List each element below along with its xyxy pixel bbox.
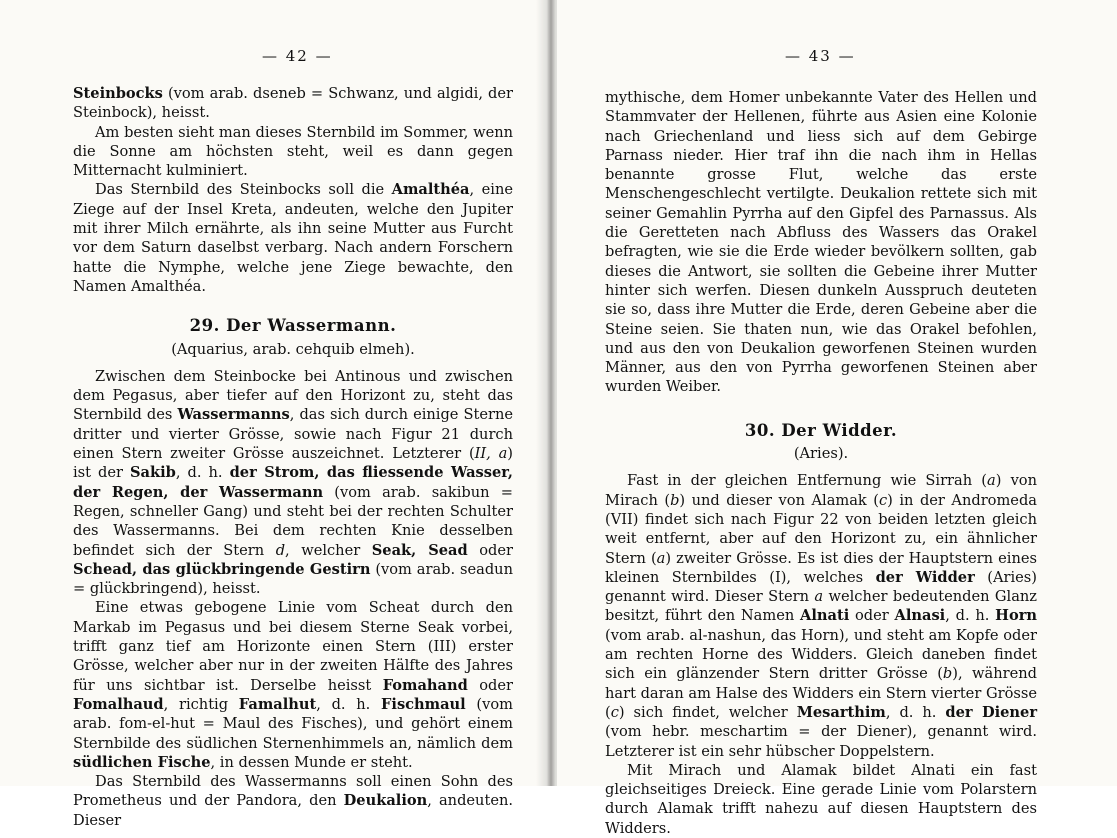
text-run: (vom arab. al-nashun, das Horn), und steht am Kopfe oder am rechten Horne des Widders. Gleich daneben findet sich ein glänzender Stern dritter Grösse (	[605, 626, 1037, 683]
bold-term: Fomahand	[382, 676, 468, 694]
bold-term: Deukalion	[343, 792, 428, 810]
bold-term: Wassermanns	[177, 406, 290, 424]
bold-term: Seak, Sead	[371, 541, 468, 559]
bold-term: der Strom, das fliessende Wasser, der Regen, der Wassermann	[73, 464, 513, 501]
paragraph	[73, 84, 513, 123]
bold-term: Horn	[995, 607, 1037, 625]
text-run: Mit Mirach und Alamak bildet Alnati ein fast gleichseitiges Dreieck. Eine gerade Linie vom Polarstern durch Alamak trifft nahezu auf diesen Hauptstern des Widders.	[605, 761, 1037, 837]
text-run: ) ist der	[73, 445, 513, 482]
text-run: c	[610, 703, 619, 721]
section-heading: 29. Der Wassermann.	[189, 316, 397, 336]
bold-term: Steinbocks	[73, 85, 163, 102]
right-page	[557, 0, 1117, 837]
bold-term: Schead, das glückbringende Gestirn	[73, 560, 371, 578]
text-run: , d. h.	[945, 607, 996, 625]
text-run: a	[814, 588, 824, 606]
text-run: a	[656, 549, 666, 567]
bold-term: der Diener	[945, 703, 1038, 721]
text-run: ) zweiter Grösse. Es ist dies der Hauptstern eines kleinen Sternbildes (I), welches	[605, 549, 1037, 586]
paragraph	[73, 123, 513, 181]
text-run: Das Sternbild des Steinbocks soll die	[95, 181, 392, 199]
text-run: (vom hebr. meschartim = der Diener), genannt wird. Letzterer ist ein sehr hübscher Doppelstern.	[605, 723, 1037, 760]
text-run: Eine etwas gebogene Linie vom Scheat durch den Markab im Pegasus und bei diesem Sterne Seak vorbei, trifft ganz tief am Horizonte einen Stern (III) erster Grösse, welcher aber nur in der zweiten Hälfte des Jahres für uns sichtbar ist. Derselbe heisst	[73, 599, 513, 694]
paragraph	[73, 772, 513, 830]
text-run: Das Sternbild des Wassermanns soll einen Sohn des Prometheus und der Pandora, den	[73, 773, 513, 810]
text-run: welcher bedeutenden Glanz besitzt, führt den Namen	[605, 588, 1037, 625]
bold-term: Mesarthim	[796, 703, 886, 721]
text-run: , das sich durch einige Sterne dritter und vierter Grösse, sowie nach Figur 21 durch einen Stern zweiter Grösse auszeichnet. Letzterer (	[73, 406, 513, 463]
text-run: (Aries) genannt wird. Dieser Stern	[605, 568, 1037, 606]
text-run: b	[942, 665, 953, 683]
section-heading: 30. Der Widder.	[744, 420, 898, 440]
paragraph	[73, 367, 513, 599]
text-run: c	[878, 491, 888, 509]
text-run: , andeuten. Dieser	[73, 792, 513, 829]
text-run: ) sich findet, welcher	[618, 703, 797, 721]
text-run: b	[670, 491, 680, 509]
bold-term: Amalthéa	[391, 181, 470, 199]
text-run: ) in der Andromeda (VII) findet sich nach Figur 22 von beiden letzten gleich weit entfernt, aber auf den Horizont zu, ein ähnlicher Stern (	[605, 491, 1037, 567]
page-number-left: — 42 —	[262, 47, 333, 65]
text-run: , d. h.	[175, 464, 230, 482]
text-run: , in dessen Munde er steht.	[210, 753, 413, 771]
text-run: Fast in der gleichen Entfernung wie Sirrah (	[627, 472, 987, 490]
paragraph	[605, 471, 1037, 760]
bold-term: Sakib	[130, 464, 176, 482]
bold-term: Alnasi	[894, 607, 946, 625]
text-run: (vom arab. fom-el-hut = Maul des Fisches), und gehört einem Sternbilde des südlichen Sternenhimmels an, nämlich dem	[73, 695, 513, 752]
text-run: (vom arab. dseneb = Schwanz, und algidi, der Steinbock), heisst.	[73, 85, 513, 122]
paragraph	[605, 761, 1037, 838]
text-run: (vom arab. seadun = glückbringend), heisst.	[73, 560, 513, 598]
text-run: , d. h.	[316, 695, 382, 713]
text-run: d	[275, 541, 286, 559]
text-run: , richtig	[163, 695, 239, 713]
text-run: , d. h.	[885, 703, 946, 721]
text-run: mythische, dem Homer unbekannte Vater des Hellen und Stammvater der Hellenen, führte aus Asien eine Kolonie nach Griechenland und liess sich auf dem Gebirge Parnass nieder. Hier traf ihn die nach ihm in Hellas benannte grosse Flut, welche das erste Menschengeschlecht vertilgte. Deukalion rettete sich mit seiner Gemahlin Pyrrha auf den Gipfel des Parnassus. Als die Geretteten nach Abfluss des Wassers das Orakel befragten, wie sie die Erde wieder bevölkern sollten, gab dieses die Antwort, sie sollten die Gebeine ihrer Mutter hinter sich werfen. Diesen dunkeln Ausspruch deuteten sie so, dass ihre Mutter die Erde, deren Gebeine aber die Steine seien. Sie thaten nun, wie das Orakel befohlen, und aus den von Deukalion geworfenen Steinen wurden Männer, aus den von Pyrrha geworfenen Steinen aber wurden Weiber.	[605, 89, 1037, 396]
section-subheading: (Aries).	[793, 445, 849, 463]
text-run: ) und dieser von Alamak (	[679, 491, 879, 509]
section-subheading: (Aquarius, arab. cehquib elmeh).	[171, 340, 415, 358]
text-run: ), während hart daran am Halse des Widders ein Stern vierter Grösse (	[605, 665, 1038, 721]
text-run: a	[987, 472, 996, 490]
bold-term: Fomalhaud	[73, 695, 164, 713]
left-page-text	[73, 84, 513, 830]
bold-term: Fischmaul	[381, 695, 466, 713]
bold-term: südlichen Fische	[73, 753, 211, 771]
paragraph	[73, 598, 513, 772]
right-page-text	[605, 88, 1037, 838]
text-run: II, a	[474, 445, 508, 463]
bold-term: Alnati	[800, 607, 850, 625]
text-run: ) von Mirach (	[605, 472, 1037, 509]
paragraph	[73, 180, 513, 296]
bold-term: Famalhut	[238, 695, 317, 713]
text-run: , eine Ziege auf der Insel Kreta, andeuten, welche den Jupiter mit ihrer Milch ernährte, als ihn seine Mutter aus Furcht vor dem Saturn daselbst verbarg. Nach andern Forschern hatte die Nymphe, welche jene Ziege bewachte, den Namen Amalthéa.	[73, 181, 513, 295]
page-number-right: — 43 —	[785, 47, 856, 65]
text-run: , welcher	[285, 541, 372, 559]
text-run: Zwischen dem Steinbocke bei Antinous und zwischen dem Pegasus, aber tiefer auf den Horizont zu, steht das Sternbild des	[73, 367, 513, 424]
left-page	[0, 0, 548, 829]
bold-term: der Widder	[875, 568, 975, 586]
text-run: (vom arab. sakibun = Regen, schneller Gang) und steht bei der rechten Schulter des Wassermanns. Bei dem rechten Knie desselben befindet sich der Stern	[73, 483, 513, 559]
text-run: oder	[849, 607, 895, 625]
text-run: Am besten sieht man dieses Sternbild im Sommer, wenn die Sonne am höchsten steht, weil es dann gegen Mitternacht kulminiert.	[73, 123, 513, 180]
text-run: oder	[467, 541, 513, 559]
paragraph	[605, 88, 1037, 397]
text-run: oder	[467, 676, 513, 694]
